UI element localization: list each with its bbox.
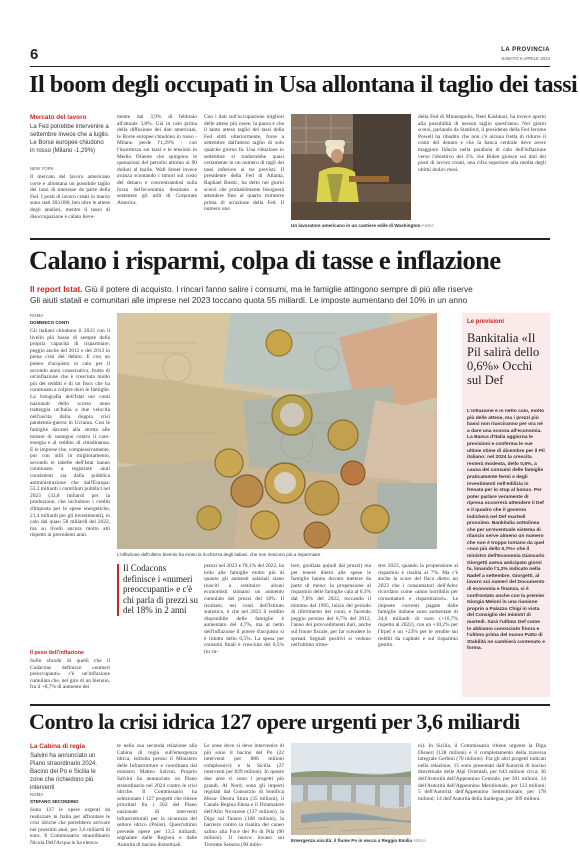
bankitalia-sidebar (462, 313, 550, 697)
article3-dateline: ROMA (30, 792, 44, 797)
article1-col1: Il mercato del lavoro americano corre e allontana un possibile taglio dei tassi di interesse da parte della Fed. I posti di lavoro creati in marzo sono stati 303.000, ben oltre le attese degli analisti, mentre il tasso di disoccupazione è calato lieve- (30, 174, 110, 220)
article2-box-title: Il peso dell'inflazione (30, 650, 84, 656)
article2-quote: Il Codacons definisce i «numeri preoccupanti» e c'è chi parla di prezzi su del 18% in 2 anni (123, 563, 198, 615)
article3-col3: Le zone dove si deve intervenire di più sono il bacino del Po (22 interventi per 886 milioni complessivi) e la Sicilia (27 interventi per 829 milioni). In queste due aree ci sono i progetti più grandi. Al Nord, sono gli importi regolati dal Consorzio di bonifica Mosa- Destra Stura (35 milioni), il Canale Regina Elena e il Diramatore dell'Alto Novarese (127 milioni), la Diga sul Tanaro (108 milioni), la barriera contro la risalita del cuneo salino alla Foce del Po di Pila (90 milioni). Il nuovo invaso sul Torrente Sessera (90 milio- (204, 743, 284, 847)
article1-sidebar-kicker: Mercato del lavoro (30, 114, 87, 121)
article3-sidebar-text: Salvini ha annunciato un Piano straordinario 2024. Bacino del Po e Sicilia le zone che richiedono più interventi (30, 753, 98, 791)
issue-date: SABATO 6 APRILE 2024 (501, 56, 550, 61)
page-number: 6 (30, 46, 39, 63)
article2-subhead (30, 284, 555, 306)
article2-col2: prezzi nel 2023 e l'8,1% del 2022, ha tolto alle famiglie molto più di quanto gli aumenti salariali siano riusciti a restituire: alcuni economisti stimano un aumento cumulato dei prezzi del 18%. Il risultato, nei conti dell'Istituto statistico, è che nel 2023 il reddito disponibile delle famiglie è aumentato del 4,7%, ma al netto dell'inflazione il potere d'acquisto si è ridotto dello 0,5%. La spesa per consumi finali è cresciuta del 6,5% (in va- (204, 563, 284, 655)
article1-bottom-rule (30, 238, 550, 240)
article2-author-name: DOMENICO CONTI (30, 320, 70, 325)
article2-photo-caption: L'inflazione dell'ultimo biennio ha eroso la ricchezza degli italiani, che non riescono più a risparmiare (117, 552, 321, 557)
article1-col4: della Fed di Minneapolis, Neel Kashkari, ha invece aperto alla possibilità di nessun taglio quest'anno. Nei giorni scorsi, parlando da Stanford, il presidente della Fed Jerome Powell ha ribadito che non c'è alcuna fretta di ridurre il costo del denaro e che la banca centrale deve avere maggiore fiducia nella parabola di calo dell'inflazione verso l'obiettivo del 2%. Joe Biden gioisce sui dati dei posti di lavoro creati, una cifra superiore alla media degli ultimi dodici mesi. (418, 114, 546, 173)
article2-col3: lore, gonfiata quindi dai prezzi) ma per tenere dietro alle spese le famiglie hanno dovuto mettere da parte di meno: la propensione al risparmio delle famiglie cala al 6,3% dal 7,8% del 2022, toccando il minimo dal 1995, inizio del periodo di riferimento dei conti, e facendo peggio persino del 6,7% del 2012, l'anno dei provvedimenti duri, anche sul fronte fiscale, per far scendere lo spread. Segnali positivi si vedono nell'ultimo trime- (291, 563, 371, 649)
article1-photo-caption (291, 223, 434, 228)
article2-photo (117, 313, 437, 549)
article2-quote-bar (117, 564, 119, 616)
article1-sidebar-text: La Fed potrebbe intervenire a settembre invece che a luglio. Le Borse europee chiudono in rosso (Milano -1,29%) (30, 124, 110, 154)
article1-photo-credit: ANSA (421, 223, 435, 228)
article1-dateline: NEW YORK (30, 166, 54, 171)
article3-sidebar-kicker: La Cabina di regia (30, 743, 86, 750)
article1-col3: Con i dati sull'occupazione migliori delle attese più rosee, la paura è che il tanto atteso taglio dei tassi della Fed slitti ulteriormente, forse a settembre dall'atteso taglio di solo qualche giorno fa. Una riduzione in settembre si tradurrebbe quasi certamente in un numero di tagli dei tassi inferiore ai tre previsti. Il presidente della Fed di Atlanta, Raphael Bostic, ha detto nei giorni scorsi che probabilmente bisognerà attendere fino al quarto trimestre prima di un'azione della Fed. Il numero uno (204, 114, 284, 213)
article3-col4: ni). In Sicilia, il Commissario ritiene urgente la Diga Disueri (138 milioni) e il completamento della traversa integrale Gerbini (70 milioni). Fra gli altri progetti indicati nella relazione, 15 sono presentati dall'Autorità di bacino distrettuale delle Alpi Orientali, per 643 milioni circa; 36 dell'Autorità dell'Appennino Centrale, per 301 milioni; 14 dell'Autorità dell'Appennino Meridionale, per 123 milioni; 5 dell'Autorità dell'Appennino Settentrionale, per 178 milioni; 14 dell'Autorità della Sardegna, per 309 milioni. (418, 743, 546, 802)
article2-dateline: ROMA (30, 313, 44, 318)
article1-caption-text: Un lavoratore americano in un cantiere edile di Washington (291, 223, 421, 228)
article3-col1: Sono 127 le opere urgenti da realizzare in Italia per affrontare le crisi idriche che potrebbero arrivare nei prossimi anni, per 3,6 miliardi di euro. Il Commissario straordinario Nicola Dell'Acqua le ha elenca- (30, 807, 110, 846)
article1-col2: mente dal 3,9% di febbraio all'attuale 3,8%. Già in calo prima della diffusione dei dati americani, le Borse europee chiudono in rosso - Milano perde l'1,29% - con l'incertezza sui tassi e le tensioni in Medio Oriente che spingono le quotazioni del petrolio attorno ai 90 dollari al barile. Wall Street invece avanza scontando i timori sul costo del denaro e concentrandosi sulla forza dell'economia destinata a sostenere gli utili di Corporate America. (117, 114, 197, 206)
bankitalia-title: Bankitalia «Il Pil salirà dello 0,6%» Occhi sul Def (467, 331, 540, 387)
article2-col1b: Sullo sfondo di quelli che il Codacons definisce «numeri preoccupanti» c'è un'inflazione cumulata che, nel giro di un biennio, fra il +8,7% di aumento dei (30, 658, 110, 691)
article3-col2: te nella sua seconda relazione alla Cabina di regia sull'emergenza idrica, istituita presso il Ministero delle Infrastrutture e coordinata dal ministro Matteo Salvini. Proprio Salvini ha annunciato un Piano straordinario nel 2024 contro le crisi idriche. Il Commissario ha selezionato i 127 progetti che ritiene prioritari fra i 562 del Piano nazionale di interventi infrastrutturali per la sicurezza del settore idrico (Pniisi). Quest'ultimo prevede opere per 13,5 miliardi, segnalate dalle Regioni e dalle Autorità di bacino distrettuali. (117, 743, 197, 847)
article2-col4: stre 2023, quando la propensione al risparmio è risalita al 7%. Ma c'è anche la scure del fisco dietro un 2023 che i consumatori dell'Adoc ricordano come «anno horribilis per consumatori e risparmiatori». Le imposte correnti pagate dalle famiglie italiane sono aumentate di 24,6 miliardi di euro (+10,7% rispetto al 2022), con un +10,2% per l'Irpef e un +23% per le rendite sui redditi da capitale e sul risparmio gestito. (378, 563, 458, 649)
article3-headline: Contro la crisi idrica 127 opere urgenti per 3,6 miliardi (29, 709, 520, 734)
article3-photo-caption (291, 838, 426, 843)
article2-kicker: Il report Istat. (30, 284, 83, 294)
article3-photo (291, 743, 411, 835)
article3-photo-credit: ANSA (413, 838, 426, 843)
paper-name: LA PROVINCIA (501, 47, 550, 53)
bankitalia-text: L'inflazione è in netto calo, molto più delle attese, ma i prezzi più bassi non riusciranno per ora né a dare una scossa all'economia. La Banca d'Italia aggiorna le previsioni e conferma le sue ultime stime di dicembre per il Pil italiano: nel 2024 la crescita resterà modesta, dello 0,6%, a causa dei consumi delle famiglie praticamente fermi e degli investimenti nell'edilizia in frenata per lo stop al bonus. Per poter parlare veramente di ripresa occorrerà attendere il Def e il quadro che il governo indicherà nel Def martedì prossimo. Bankitalia sottolinea che per un'eventuale sistema di rilancio serve almeno un numero che non è troppo lontano da quel «non più dello 0,7%» che il ministro dell'Economia Giancarlo Giorgetti aveva anticipato giorni fa, limando l'1,2% indicato nella Nadef a settembre. Giorgetti, al lavoro sui numeri del Documento di economia e finanza, si è confrontato anche con la premier Giorgia Meloni in una riunione proprio a Palazzo Chigi in vista del Consiglio dei ministri di martedì. Sarà l'ultimo Def come lo abbiamo conosciuto finora e l'ultimo prima del nuovo Patto di Stabilità ne cambierà contenuto e forma. (467, 409, 545, 652)
article1-headline: Il boom degli occupati in Usa allontana il taglio dei tassi (29, 71, 578, 98)
article2-subhead-2: Gli aiuti statali e comunitari alle imprese nel 2023 toccano quota 55 miliardi. Le imposte aumentano del 10% in un anno (30, 295, 468, 305)
header-rule (30, 66, 550, 67)
article3-author-name: STEFANO SECONDINO (30, 799, 79, 804)
article1-photo (291, 114, 411, 220)
article2-col1: Gli italiani chiudono il 2023 con il livello più basso di sempre della propria capacità di risparmiare, peggio anche del 2012 e del 2013 in piena crisi del debito. E con un potere d'acquisto in calo per il secondo anno consecutivo, frutto di un'inflazione che è cresciuta molto più dei redditi e di un fisco che ha continuato a colpire duro le famiglie. La fotografia dell'Istat nei conti nazionali dello scorso anno tratteggia un'Italia a due velocità nell'uscita dalla doppia crisi pandemia-guerra in Ucraina. Con le famiglie davanti alla stretta alle misure di sostegno contro il caro-energia e al reddito di cittadinanza. E le imprese che, complessivamente, pur con utili in miglioramento, secondo le tabelle dell'Istat hanno continuato a registrare aiuti consistenti sia dalla pubblica amministrazione che dall'Europa: 55,2 miliardi i contributi pubblici nel 2023 (33,8 miliardi per la produzione, che includono i crediti d'imposta per le spese energetiche, 21,4 miliardi per gli investimenti), in calo dai quasi 58 miliardi del 2022, ma su livelli ancora molto alti rispetto ai precedenti anni. (30, 328, 110, 539)
article2-headline: Calano i risparmi, colpa di tasse e inflazione (29, 245, 501, 275)
article2-author (30, 320, 69, 325)
bankitalia-label: Le previsioni (467, 319, 505, 325)
article2-subhead-1: Giù il potere di acquisto. I rincari fanno salire i consumi, ma le famiglie attingono sempre di più alle riserve (84, 284, 473, 294)
article3-author (30, 799, 79, 804)
article3-caption-text: Emergenza siccità: il fiume Po in secca a Reggio Emilia (291, 838, 413, 843)
article2-bottom-rule (30, 704, 550, 706)
